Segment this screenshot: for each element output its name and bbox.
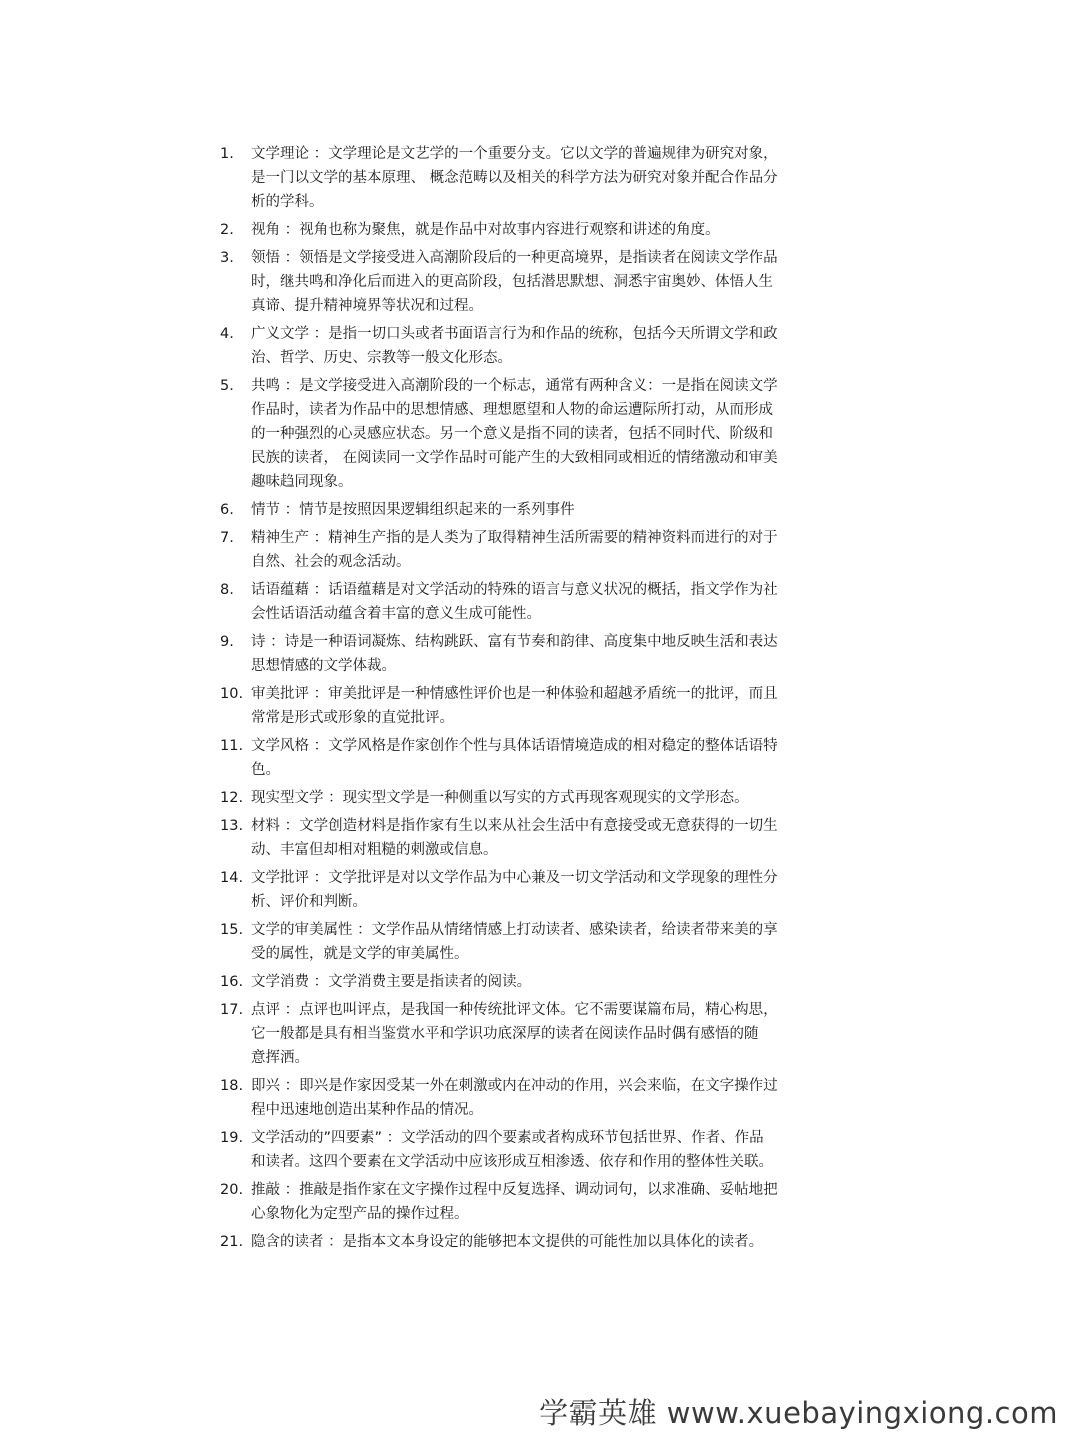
document-body bbox=[220, 142, 850, 1258]
list-item bbox=[220, 246, 850, 318]
item-number: 4. bbox=[220, 326, 234, 342]
item-number: 20. bbox=[220, 1182, 244, 1198]
item-number: 1. bbox=[220, 146, 234, 162]
list-item bbox=[220, 578, 850, 626]
list-item bbox=[220, 630, 850, 678]
list-item bbox=[220, 218, 850, 242]
item-number: 3. bbox=[220, 250, 234, 266]
item-text: 视角 ：视角也称为聚焦，就是作品中对故事内容进行观察和讲述的角度。 bbox=[251, 222, 720, 238]
list-item bbox=[220, 1126, 850, 1174]
item-text: 文学风格 ：文学风格是作家创作个性与具体话语情境造成的相对稳定的整体话语特 色。 bbox=[251, 738, 778, 778]
item-number: 5. bbox=[220, 378, 234, 394]
item-number: 9. bbox=[220, 634, 234, 650]
list-item bbox=[220, 1178, 850, 1226]
list-item bbox=[220, 918, 850, 966]
list-item bbox=[220, 786, 850, 810]
item-number: 21. bbox=[220, 1234, 244, 1250]
item-text: 现实型文学 ：现实型文学是一种侧重以写实的方式再现客观现实的文学形态。 bbox=[251, 790, 749, 806]
item-text: 文学理论 ：文学理论是文艺学的一个重要分支。它以文学的普遍规律为研究对象， 是一门以文学的基本原理、 概念范畴以及相关的科学方法为研究对象并配合作品分 析的学科。 bbox=[251, 146, 778, 210]
list-item bbox=[220, 374, 850, 494]
item-text: 诗 ：诗是一种语词凝炼、结构跳跃、富有节奏和韵律、高度集中地反映生活和表达 思想情感的文学体裁。 bbox=[251, 634, 778, 674]
item-text: 材料 ：文学创造材料是指作家有生以来从社会生活中有意接受或无意获得的一切生 动、丰富但却相对粗糙的刺激或信息。 bbox=[251, 818, 778, 858]
list-item bbox=[220, 814, 850, 862]
item-text: 审美批评 ：审美批评是一种情感性评价也是一种体验和超越矛盾统一的批评，而且 常常是形式或形象的直觉批评。 bbox=[251, 686, 778, 726]
item-text: 精神生产 ：精神生产指的是人类为了取得精神生活所需要的精神资料而进行的对于 自然、社会的观念活动。 bbox=[251, 530, 778, 570]
item-text: 情节 ：情节是按照因果逻辑组织起来的一系列事件 bbox=[251, 502, 575, 518]
list-item bbox=[220, 1230, 850, 1254]
item-text: 即兴 ：即兴是作家因受某一外在刺激或内在冲动的作用，兴会来临，在文字操作过 程中迅速地创造出某种作品的情况。 bbox=[251, 1078, 778, 1118]
item-text: 隐含的读者 ：是指本文本身设定的能够把本文提供的可能性加以具体化的读者。 bbox=[251, 1234, 764, 1250]
list-item bbox=[220, 322, 850, 370]
item-number: 14. bbox=[220, 870, 244, 886]
item-text: 领悟 ：领悟是文学接受进入高潮阶段后的一种更高境界，是指读者在阅读文学作品 时，继共鸣和净化后而进入的更高阶段，包括潜思默想、洞悉宇宙奥妙、体悟人生 真谛、提升精神境界等状况和过程。 bbox=[251, 250, 778, 314]
item-number: 11. bbox=[220, 738, 244, 754]
list-item bbox=[220, 998, 850, 1070]
list-item bbox=[220, 526, 850, 574]
item-text: 广义文学 ：是指一切口头或者书面语言行为和作品的统称，包括今天所谓文学和政 治、哲学、历史、宗教等一般文化形态。 bbox=[251, 326, 778, 366]
item-text: 点评 ：点评也叫评点，是我国一种传统批评文体。它不需要谋篇布局，精心构思， 它一般都是具有相当鉴赏水平和学识功底深厚的读者在阅读作品时偶有感悟的随 意挥洒。 bbox=[251, 1002, 778, 1066]
item-text: 文学批评 ：文学批评是对以文学作品为中心兼及一切文学活动和文学现象的理性分 析、评价和判断。 bbox=[251, 870, 778, 910]
item-text: 共鸣 ：是文学接受进入高潮阶段的一个标志，通常有两种含义：一是指在阅读文学 作品时，读者为作品中的思想情感、理想愿望和人物的命运遭际所打动，从而形成 的一种强烈的心灵感应状态。另一个意义是指不同的读者，包括不同时代、阶级和 民族的读者， 在阅读同一文学作品时可能产生的大致相同或相近的情绪激动和审美 趣味趋同现象。 bbox=[251, 378, 778, 490]
watermark: 学霸英雄 www.xuebayingxiong.com bbox=[539, 1396, 1058, 1430]
item-number: 18. bbox=[220, 1078, 244, 1094]
list-item bbox=[220, 970, 850, 994]
list-item bbox=[220, 682, 850, 730]
item-number: 6. bbox=[220, 502, 234, 518]
item-text: 推敲 ：推敲是指作家在文字操作过程中反复选择、调动词句，以求准确、妥帖地把 心象物化为定型产品的操作过程。 bbox=[251, 1182, 778, 1222]
item-number: 13. bbox=[220, 818, 244, 834]
item-number: 7. bbox=[220, 530, 234, 546]
item-number: 16. bbox=[220, 974, 244, 990]
item-text: 话语蕴藉 ：话语蕴藉是对文学活动的特殊的语言与意义状况的概括，指文学作为社 会性话语活动蕴含着丰富的意义生成可能性。 bbox=[251, 582, 778, 622]
item-number: 8. bbox=[220, 582, 234, 598]
item-number: 10. bbox=[220, 686, 244, 702]
item-text: 文学的审美属性 ：文学作品从情绪情感上打动读者、感染读者，给读者带来美的享 受的属性，就是文学的审美属性。 bbox=[251, 922, 778, 962]
item-number: 15. bbox=[220, 922, 244, 938]
item-number: 2. bbox=[220, 222, 234, 238]
list-item bbox=[220, 866, 850, 914]
list-item bbox=[220, 498, 850, 522]
item-number: 17. bbox=[220, 1002, 244, 1018]
item-text: 文学活动的”四要素” ：文学活动的四个要素或者构成环节包括世界、作者、作品 和读者。这四个要素在文学活动中应该形成互相渗透、依存和作用的整体性关联。 bbox=[251, 1130, 773, 1170]
item-number: 19. bbox=[220, 1130, 244, 1146]
item-number: 12. bbox=[220, 790, 244, 806]
list-item bbox=[220, 142, 850, 214]
list-item bbox=[220, 1074, 850, 1122]
list-item bbox=[220, 734, 850, 782]
item-text: 文学消费 ：文学消费主要是指读者的阅读。 bbox=[251, 974, 532, 990]
